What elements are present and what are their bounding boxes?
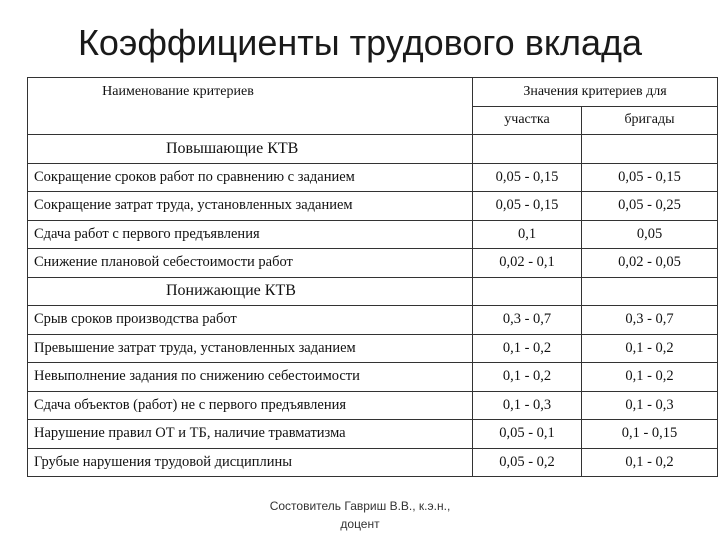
brigade-value: 0,05 (582, 220, 718, 249)
brigade-value: 0,02 - 0,05 (582, 249, 718, 278)
ktv-table (27, 77, 718, 477)
criterion-name: Сокращение затрат труда, установленных заданием (28, 192, 473, 221)
brigade-value: 0,1 - 0,3 (582, 391, 718, 420)
table-row (28, 420, 718, 449)
section-value: 0,1 - 0,2 (473, 334, 582, 363)
criterion-name: Грубые нарушения трудовой дисциплины (28, 448, 473, 477)
increasing-section-row (28, 135, 718, 164)
table-row (28, 163, 718, 192)
criterion-name: Превышение затрат труда, установленных заданием (28, 334, 473, 363)
header-row (28, 78, 718, 107)
brigade-value: 0,05 - 0,15 (582, 163, 718, 192)
brigade-value: 0,3 - 0,7 (582, 306, 718, 335)
section-value: 0,02 - 0,1 (473, 249, 582, 278)
table-row (28, 249, 718, 278)
decreasing-section-row (28, 277, 718, 306)
section-value: 0,05 - 0,1 (473, 420, 582, 449)
brigade-value: 0,1 - 0,2 (582, 363, 718, 392)
criterion-name: Сдача работ с первого предъявления (28, 220, 473, 249)
criteria-name-header: Наименование критериев (28, 78, 473, 135)
brigade-value: 0,1 - 0,15 (582, 420, 718, 449)
section-value: 0,1 - 0,3 (473, 391, 582, 420)
empty-cell (582, 135, 718, 164)
table-row (28, 391, 718, 420)
table-row (28, 306, 718, 335)
criterion-name: Сокращение сроков работ по сравнению с заданием (28, 163, 473, 192)
author-line: Состовитель Гавриш В.В., к.э.н., (269, 499, 451, 513)
empty-cell (582, 277, 718, 306)
criterion-name: Срыв сроков производства работ (28, 306, 473, 335)
criterion-name: Невыполнение задания по снижению себестоимости (28, 363, 473, 392)
page-title: Коэффициенты трудового вклада (77, 22, 643, 63)
section-value: 0,1 (473, 220, 582, 249)
section-value: 0,05 - 0,15 (473, 163, 582, 192)
empty-cell (473, 277, 582, 306)
brigade-value: 0,1 - 0,2 (582, 334, 718, 363)
section-value: 0,3 - 0,7 (473, 306, 582, 335)
section-column-header: участка (473, 106, 582, 135)
author-footer (0, 497, 720, 533)
table-row (28, 334, 718, 363)
criterion-name: Нарушение правил ОТ и ТБ, наличие травматизма (28, 420, 473, 449)
table-row (28, 192, 718, 221)
brigade-value: 0,1 - 0,2 (582, 448, 718, 477)
table-row (28, 448, 718, 477)
section-value: 0,05 - 0,2 (473, 448, 582, 477)
table-row (28, 363, 718, 392)
criterion-name: Сдача объектов (работ) не с первого предъявления (28, 391, 473, 420)
empty-cell (473, 135, 582, 164)
increasing-section-label: Повышающие КТВ (28, 135, 473, 164)
values-for-header: Значения критериев для (473, 78, 718, 107)
brigade-column-header: бригады (582, 106, 718, 135)
section-value: 0,1 - 0,2 (473, 363, 582, 392)
brigade-value: 0,05 - 0,25 (582, 192, 718, 221)
table-row (28, 220, 718, 249)
author-title-line: доцент (340, 517, 380, 531)
criterion-name: Снижение плановой себестоимости работ (28, 249, 473, 278)
decreasing-section-label: Понижающие КТВ (28, 277, 473, 306)
section-value: 0,05 - 0,15 (473, 192, 582, 221)
